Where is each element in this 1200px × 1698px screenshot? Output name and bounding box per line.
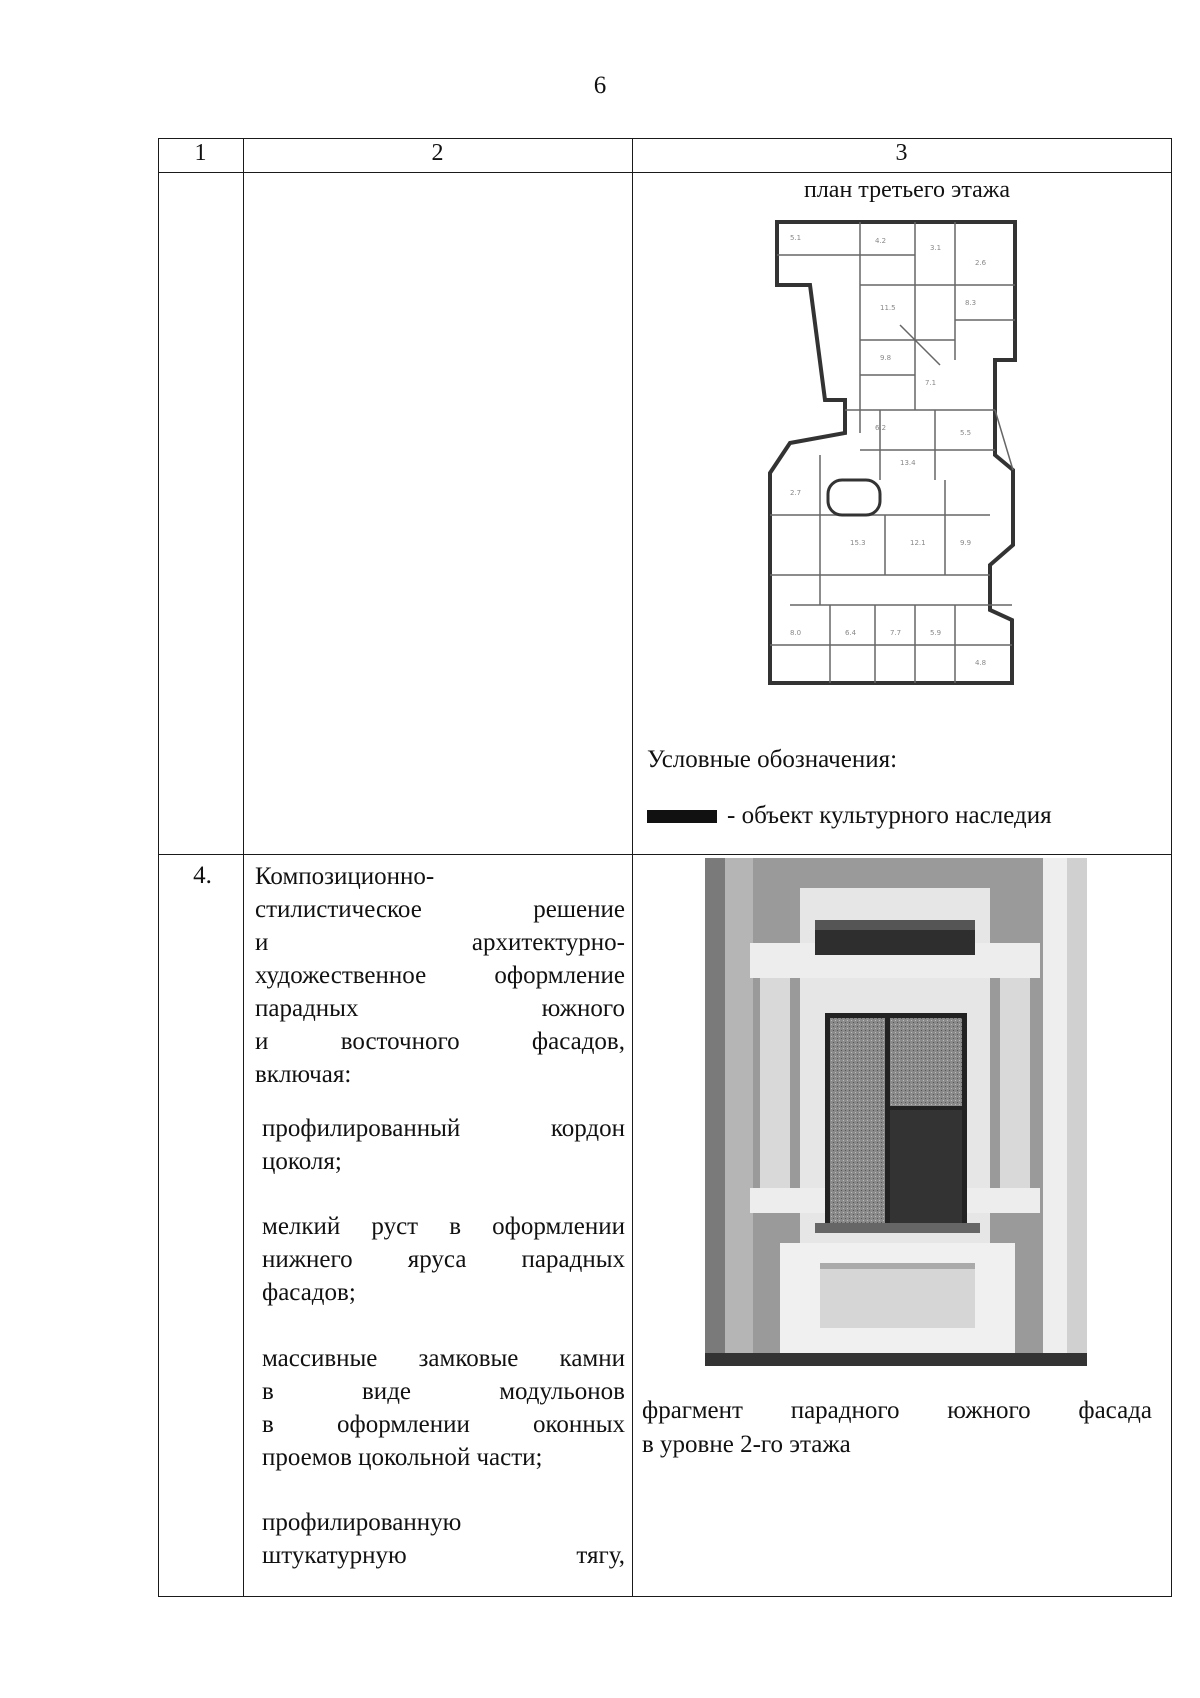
item-2-line: нижнего яруса парадных: [262, 1246, 625, 1273]
intro-line: и архитектурно-: [255, 929, 625, 956]
svg-text:9.9: 9.9: [960, 539, 972, 547]
svg-text:7.1: 7.1: [925, 379, 937, 387]
item-2-line: мелкий руст в оформлении: [262, 1213, 625, 1240]
svg-text:15.3: 15.3: [850, 539, 866, 547]
item-1: [262, 1112, 625, 1178]
item-1-line: профилированный кордон: [262, 1115, 625, 1142]
legend-item-label: - объект культурного наследия: [727, 802, 1052, 829]
intro-line: парадных южного: [255, 995, 625, 1022]
svg-text:4.2: 4.2: [875, 237, 887, 245]
item-4-line: штукатурную тягу,: [262, 1542, 625, 1569]
intro-line: Композиционно-: [255, 863, 435, 890]
svg-text:7.7: 7.7: [890, 629, 902, 637]
svg-text:8.3: 8.3: [965, 299, 977, 307]
row-divider: [158, 854, 1172, 855]
header-col-3: 3: [895, 140, 908, 166]
row-number: 4.: [193, 862, 212, 889]
legend-black-line-swatch: [647, 810, 717, 823]
svg-text:9.8: 9.8: [880, 354, 892, 362]
svg-text:2.7: 2.7: [790, 489, 802, 497]
column-divider-2: [632, 138, 633, 1597]
table-left-border: [158, 138, 159, 1597]
item-3-line: в оформлении оконных: [262, 1411, 625, 1438]
header-bottom-border: [158, 172, 1172, 173]
svg-text:5.5: 5.5: [960, 429, 972, 437]
row4-description: [255, 860, 625, 1091]
third-floor-plan-image: [750, 215, 1030, 715]
header-col-2: 2: [431, 140, 444, 166]
header-col-1: 1: [194, 140, 207, 166]
item-1-line: цоколя;: [262, 1148, 342, 1175]
item-4: [262, 1506, 625, 1572]
item-3: [262, 1342, 625, 1474]
svg-text:2.6: 2.6: [975, 259, 987, 267]
item-3-line: массивные замковые камни: [262, 1345, 625, 1372]
item-2: [262, 1210, 625, 1309]
intro-line: и восточного фасадов,: [255, 1028, 625, 1055]
plan-title: план третьего этажа: [803, 177, 1011, 203]
item-4-line: профилированную: [262, 1509, 462, 1536]
svg-text:8.0: 8.0: [790, 629, 802, 637]
table-bottom-border: [158, 1596, 1172, 1597]
intro-line: художественное оформление: [255, 962, 625, 989]
legend-item: [647, 802, 1052, 830]
svg-text:4.8: 4.8: [975, 659, 987, 667]
table-top-border: [158, 138, 1172, 139]
item-3-line: в виде модульонов: [262, 1378, 625, 1405]
page-number: 6: [593, 72, 607, 99]
svg-text:11.5: 11.5: [880, 304, 896, 312]
photo-caption: [642, 1394, 1152, 1462]
svg-text:5.9: 5.9: [930, 629, 942, 637]
legend-title: Условные обозначения:: [647, 746, 898, 773]
caption-line: фрагмент парадного южного фасада: [642, 1397, 1152, 1424]
svg-text:3.1: 3.1: [930, 244, 942, 252]
item-2-line: фасадов;: [262, 1279, 356, 1306]
svg-text:5.1: 5.1: [790, 234, 802, 242]
svg-text:13.4: 13.4: [900, 459, 916, 467]
svg-text:6.2: 6.2: [875, 424, 887, 432]
facade-window-photo: [705, 858, 1087, 1366]
intro-line: стилистическое решение: [255, 896, 625, 923]
svg-text:12.1: 12.1: [910, 539, 926, 547]
caption-line: в уровне 2-го этажа: [642, 1431, 851, 1458]
table-right-border: [1171, 138, 1172, 1597]
svg-text:6.4: 6.4: [845, 629, 857, 637]
intro-line: включая:: [255, 1061, 352, 1088]
item-3-line: проемов цокольной части;: [262, 1444, 543, 1471]
